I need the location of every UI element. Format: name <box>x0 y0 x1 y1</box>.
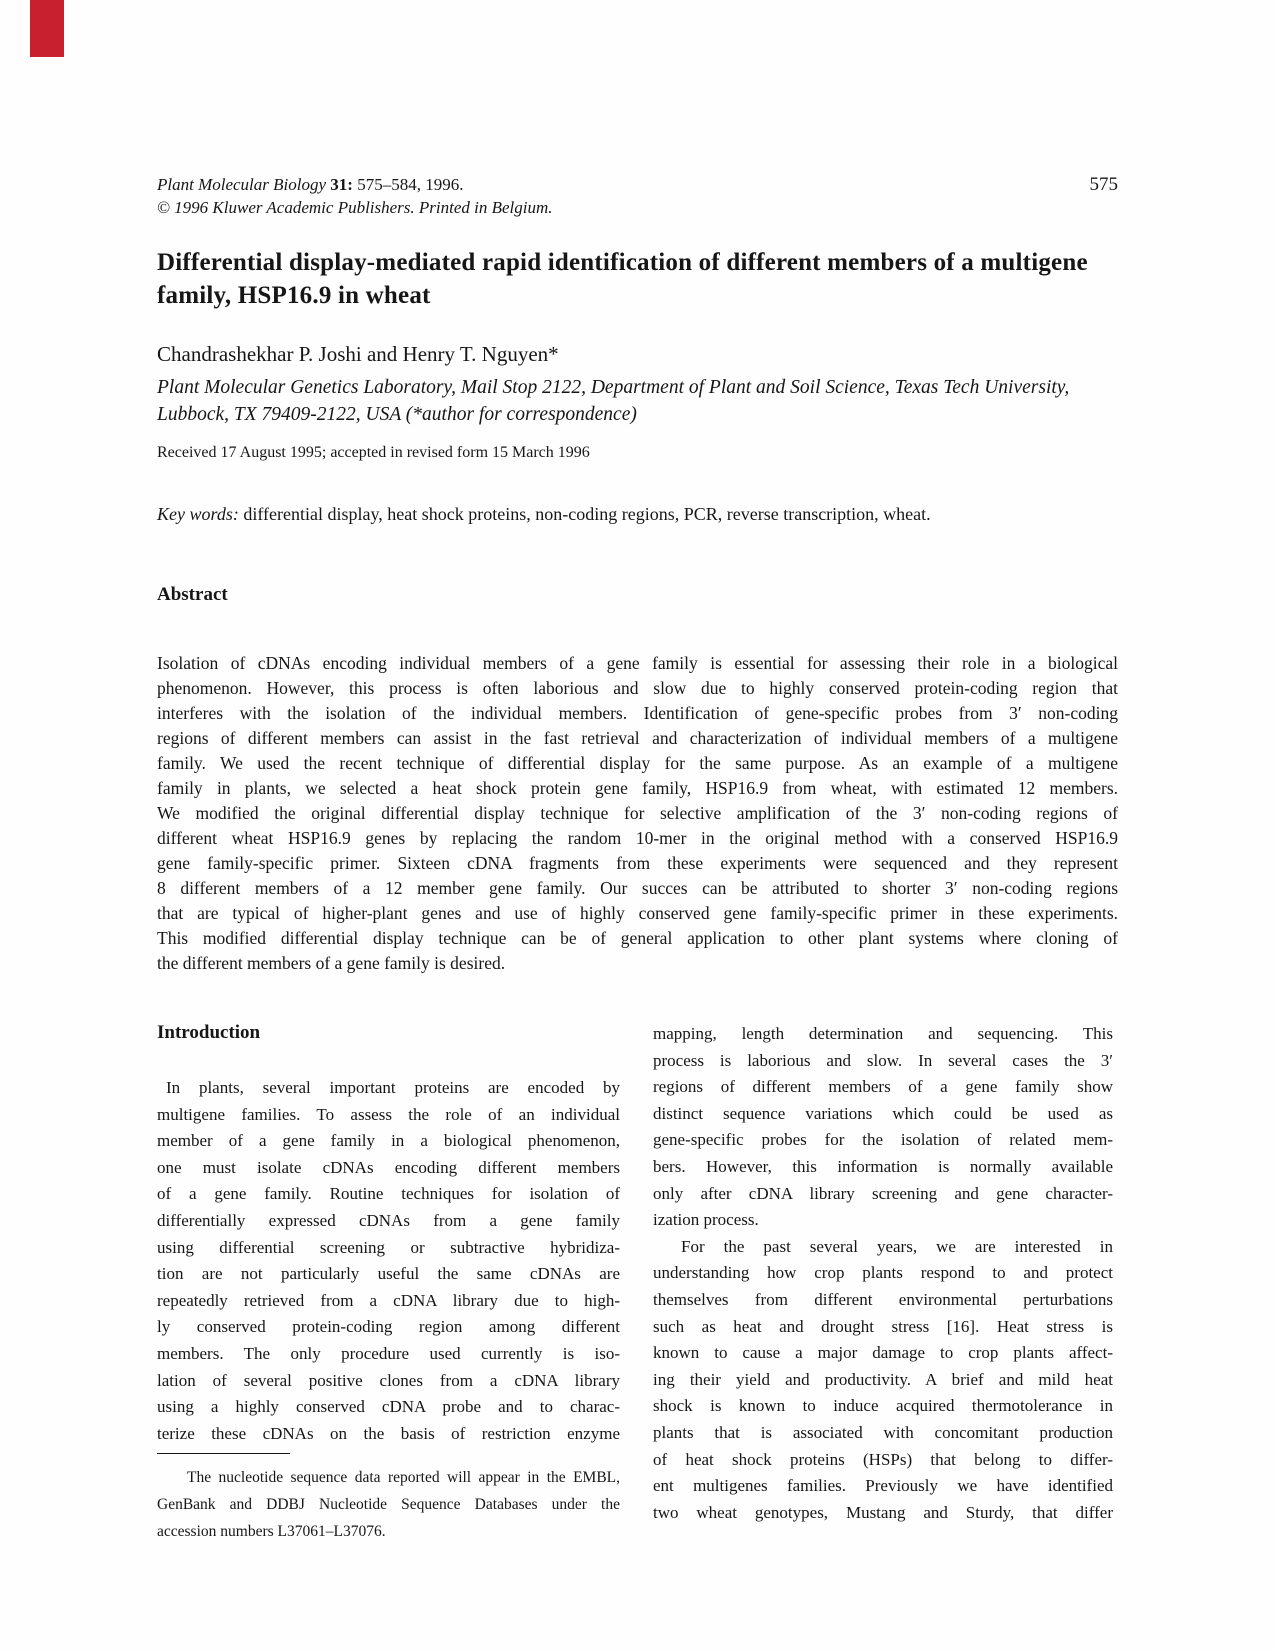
text-line: the different members of a gene family is desired. <box>157 953 506 973</box>
introduction-column-left <box>157 1075 620 1447</box>
text-line: members. The only procedure used currently is iso- <box>157 1343 620 1363</box>
text-line: regions of different members can assist in the fast retrieval and characterization of individual members of a multigene <box>157 728 1118 748</box>
text-line: of heat shock proteins (HSPs) that belong to differ- <box>653 1449 1113 1469</box>
introduction-heading: Introduction <box>157 1022 261 1043</box>
text-line: tion are not particularly useful the same cDNAs are <box>157 1264 620 1284</box>
footnote-text <box>157 1464 620 1545</box>
text-line: We modified the original differential display technique for selective amplification of the 3′ non-coding regions of <box>157 803 1118 823</box>
text-line: family in plants, we selected a heat shock protein gene family, HSP16.9 from wheat, with estimated 12 members. <box>157 778 1118 798</box>
text-line: distinct sequence variations which could be used as <box>653 1103 1113 1123</box>
introduction-column-right <box>653 1021 1113 1526</box>
text-line: only after cDNA library screening and gene character- <box>653 1183 1113 1203</box>
text-line: two wheat genotypes, Mustang and Sturdy, that differ <box>653 1502 1113 1522</box>
text-line: GenBank and DDBJ Nucleotide Sequence Databases under the <box>157 1496 620 1513</box>
text-line: gene-specific probes for the isolation of related mem- <box>653 1130 1113 1150</box>
text-line: that are typical of higher-plant genes and use of highly conserved gene family-specific primer in these experiments. <box>157 903 1118 923</box>
red-tape-marker <box>30 0 64 57</box>
text-line: different wheat HSP16.9 genes by replacing the random 10-mer in the original method with a conserved HSP16.9 <box>157 828 1118 848</box>
text-line: 8 different members of a 12 member gene family. Our succes can be attributed to shorter 3′ non-coding regions <box>157 878 1118 898</box>
affiliation: Plant Molecular Genetics Laboratory, Mail Stop 2122, Department of Plant and Soil Science, Texas Tech University, Lubbock, TX 79409-2122, USA (*author for correspondence) <box>157 377 1070 425</box>
text-line: lation of several positive clones from a cDNA library <box>157 1370 620 1390</box>
journal-name: Plant Molecular Biology <box>157 175 327 194</box>
text-line: multigene families. To assess the role of an individual <box>157 1104 620 1124</box>
text-line: repeatedly retrieved from a cDNA library due to high- <box>157 1290 620 1310</box>
text-line: themselves from different environmental perturbations <box>653 1289 1113 1309</box>
text-line: phenomenon. However, this process is often laborious and slow due to highly conserved protein-coding region that <box>157 678 1118 698</box>
text-line: of a gene family. Routine techniques for isolation of <box>157 1184 620 1204</box>
text-line: The nucleotide sequence data reported will appear in the EMBL, <box>187 1469 620 1486</box>
copyright-line: © 1996 Kluwer Academic Publishers. Printed in Belgium. <box>157 198 553 217</box>
text-line: known to cause a major damage to crop plants affect- <box>653 1343 1113 1363</box>
paper-title: Differential display-mediated rapid identification of different members of a multigene family, HSP16.9 in wheat <box>157 249 1088 309</box>
keywords-text: differential display, heat shock proteins, non-coding regions, PCR, reverse transcription, wheat. <box>243 504 931 524</box>
page-number: 575 <box>1089 174 1118 195</box>
volume-number: 31: <box>330 175 353 194</box>
keywords-line <box>157 504 1118 525</box>
authors-line: Chandrashekhar P. Joshi and Henry T. Nguyen* <box>157 342 559 366</box>
text-line: one must isolate cDNAs encoding different members <box>157 1157 620 1177</box>
journal-reference <box>157 172 1118 198</box>
text-line: interferes with the isolation of the individual members. Identification of gene-specific probes from 3′ non-coding <box>157 703 1118 723</box>
text-line: using a highly conserved cDNA probe and to charac- <box>157 1397 620 1417</box>
page-range: 575–584, 1996. <box>357 175 464 194</box>
text-line: ent multigenes families. Previously we have identified <box>653 1476 1113 1496</box>
text-line: such as heat and drought stress [16]. Heat stress is <box>653 1316 1113 1336</box>
text-line: regions of different members of a gene family show <box>653 1077 1113 1097</box>
abstract-heading: Abstract <box>157 584 228 605</box>
keywords-label: Key words: <box>157 504 239 524</box>
text-line: process is laborious and slow. In several cases the 3′ <box>653 1050 1113 1070</box>
text-line: gene family-specific primer. Sixteen cDNA fragments from these experiments were sequenced and they represent <box>157 853 1118 873</box>
text-line: In plants, several important proteins are encoded by <box>166 1078 620 1097</box>
text-line: differentially expressed cDNAs from a gene family <box>157 1210 620 1230</box>
text-line: mapping, length determination and sequencing. This <box>653 1024 1113 1043</box>
text-line: terize these cDNAs on the basis of restriction enzyme <box>157 1423 620 1443</box>
text-line: family. We used the recent technique of differential display for the same purpose. As an example of a multigene <box>157 753 1118 773</box>
text-line: accession numbers L37061–L37076. <box>157 1523 386 1540</box>
abstract-text <box>157 651 1118 976</box>
footnote-rule <box>157 1453 290 1454</box>
text-line: using differential screening or subtractive hybridiza- <box>157 1237 620 1257</box>
text-line: plants that is associated with concomitant production <box>653 1422 1113 1442</box>
text-line: This modified differential display technique can be of general application to other plant systems where cloning of <box>157 928 1118 948</box>
journal-citation <box>157 172 463 198</box>
text-line: ing their yield and productivity. A brief and mild heat <box>653 1369 1113 1389</box>
text-line: For the past several years, we are interested in <box>681 1236 1113 1256</box>
text-line: ization process. <box>653 1210 759 1230</box>
text-line: shock is known to induce acquired thermotolerance in <box>653 1396 1113 1416</box>
text-line: ly conserved protein-coding region among different <box>157 1317 620 1337</box>
received-line: Received 17 August 1995; accepted in revised form 15 March 1996 <box>157 444 590 461</box>
text-line: member of a gene family in a biological phenomenon, <box>157 1131 620 1151</box>
text-line: Isolation of cDNAs encoding individual members of a gene family is essential for assessing their role in a biological <box>157 653 1118 673</box>
text-line: bers. However, this information is normally available <box>653 1156 1113 1176</box>
text-line: understanding how crop plants respond to and protect <box>653 1263 1113 1283</box>
